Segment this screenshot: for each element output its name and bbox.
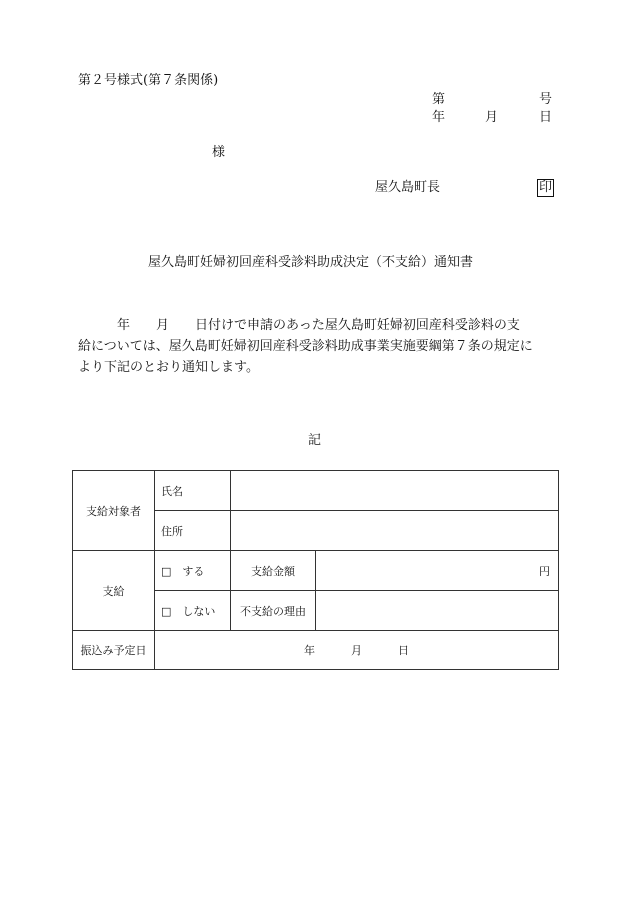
address-label: 住所: [155, 511, 231, 551]
name-label: 氏名: [155, 471, 231, 511]
date-month: 月: [485, 110, 499, 125]
payment-label: 支給: [73, 551, 155, 631]
table-row: [73, 471, 559, 511]
details-table: [72, 470, 559, 670]
reason-label: 不支給の理由: [231, 591, 316, 631]
body-line-3: より下記のとおり通知します。: [78, 360, 259, 375]
amount-field[interactable]: [316, 551, 559, 591]
recipient-label: 支給対象者: [73, 471, 155, 551]
addressee-suffix: 様: [212, 145, 226, 160]
seal-mark: 印: [539, 180, 553, 195]
date-day: 日: [539, 110, 553, 125]
reason-field[interactable]: [316, 591, 559, 631]
table-row: [73, 631, 559, 670]
pay-no-option[interactable]: □ しない: [155, 591, 231, 631]
number-suffix: 号: [539, 92, 553, 107]
address-field[interactable]: [231, 511, 559, 551]
amount-label: 支給金額: [231, 551, 316, 591]
issuer-title: 屋久島町長: [375, 180, 441, 195]
body-line-1: 年 月 日付けで申請のあった屋久島町妊婦初回産科受診料の支: [78, 318, 520, 333]
table-row: [73, 551, 559, 591]
body-paragraph: [78, 315, 554, 378]
transfer-month: 月: [351, 644, 362, 657]
transfer-day: 日: [398, 644, 409, 657]
form-label: 第２号様式(第７条関係): [78, 73, 219, 88]
transfer-date-field[interactable]: [155, 631, 559, 670]
ki-heading: 記: [308, 433, 322, 448]
date-year: 年: [432, 110, 446, 125]
number-prefix: 第: [432, 92, 446, 107]
document-title: 屋久島町妊婦初回産科受診料助成決定（不支給）通知書: [148, 255, 474, 270]
body-line-2: 給については、屋久島町妊婦初回産科受診料助成事業実施要綱第７条の規定に: [78, 339, 533, 354]
transfer-date-label: 振込み予定日: [73, 631, 155, 670]
pay-yes-option[interactable]: □ する: [155, 551, 231, 591]
yen-unit: 円: [539, 564, 550, 578]
transfer-year: 年: [304, 644, 315, 657]
name-field[interactable]: [231, 471, 559, 511]
